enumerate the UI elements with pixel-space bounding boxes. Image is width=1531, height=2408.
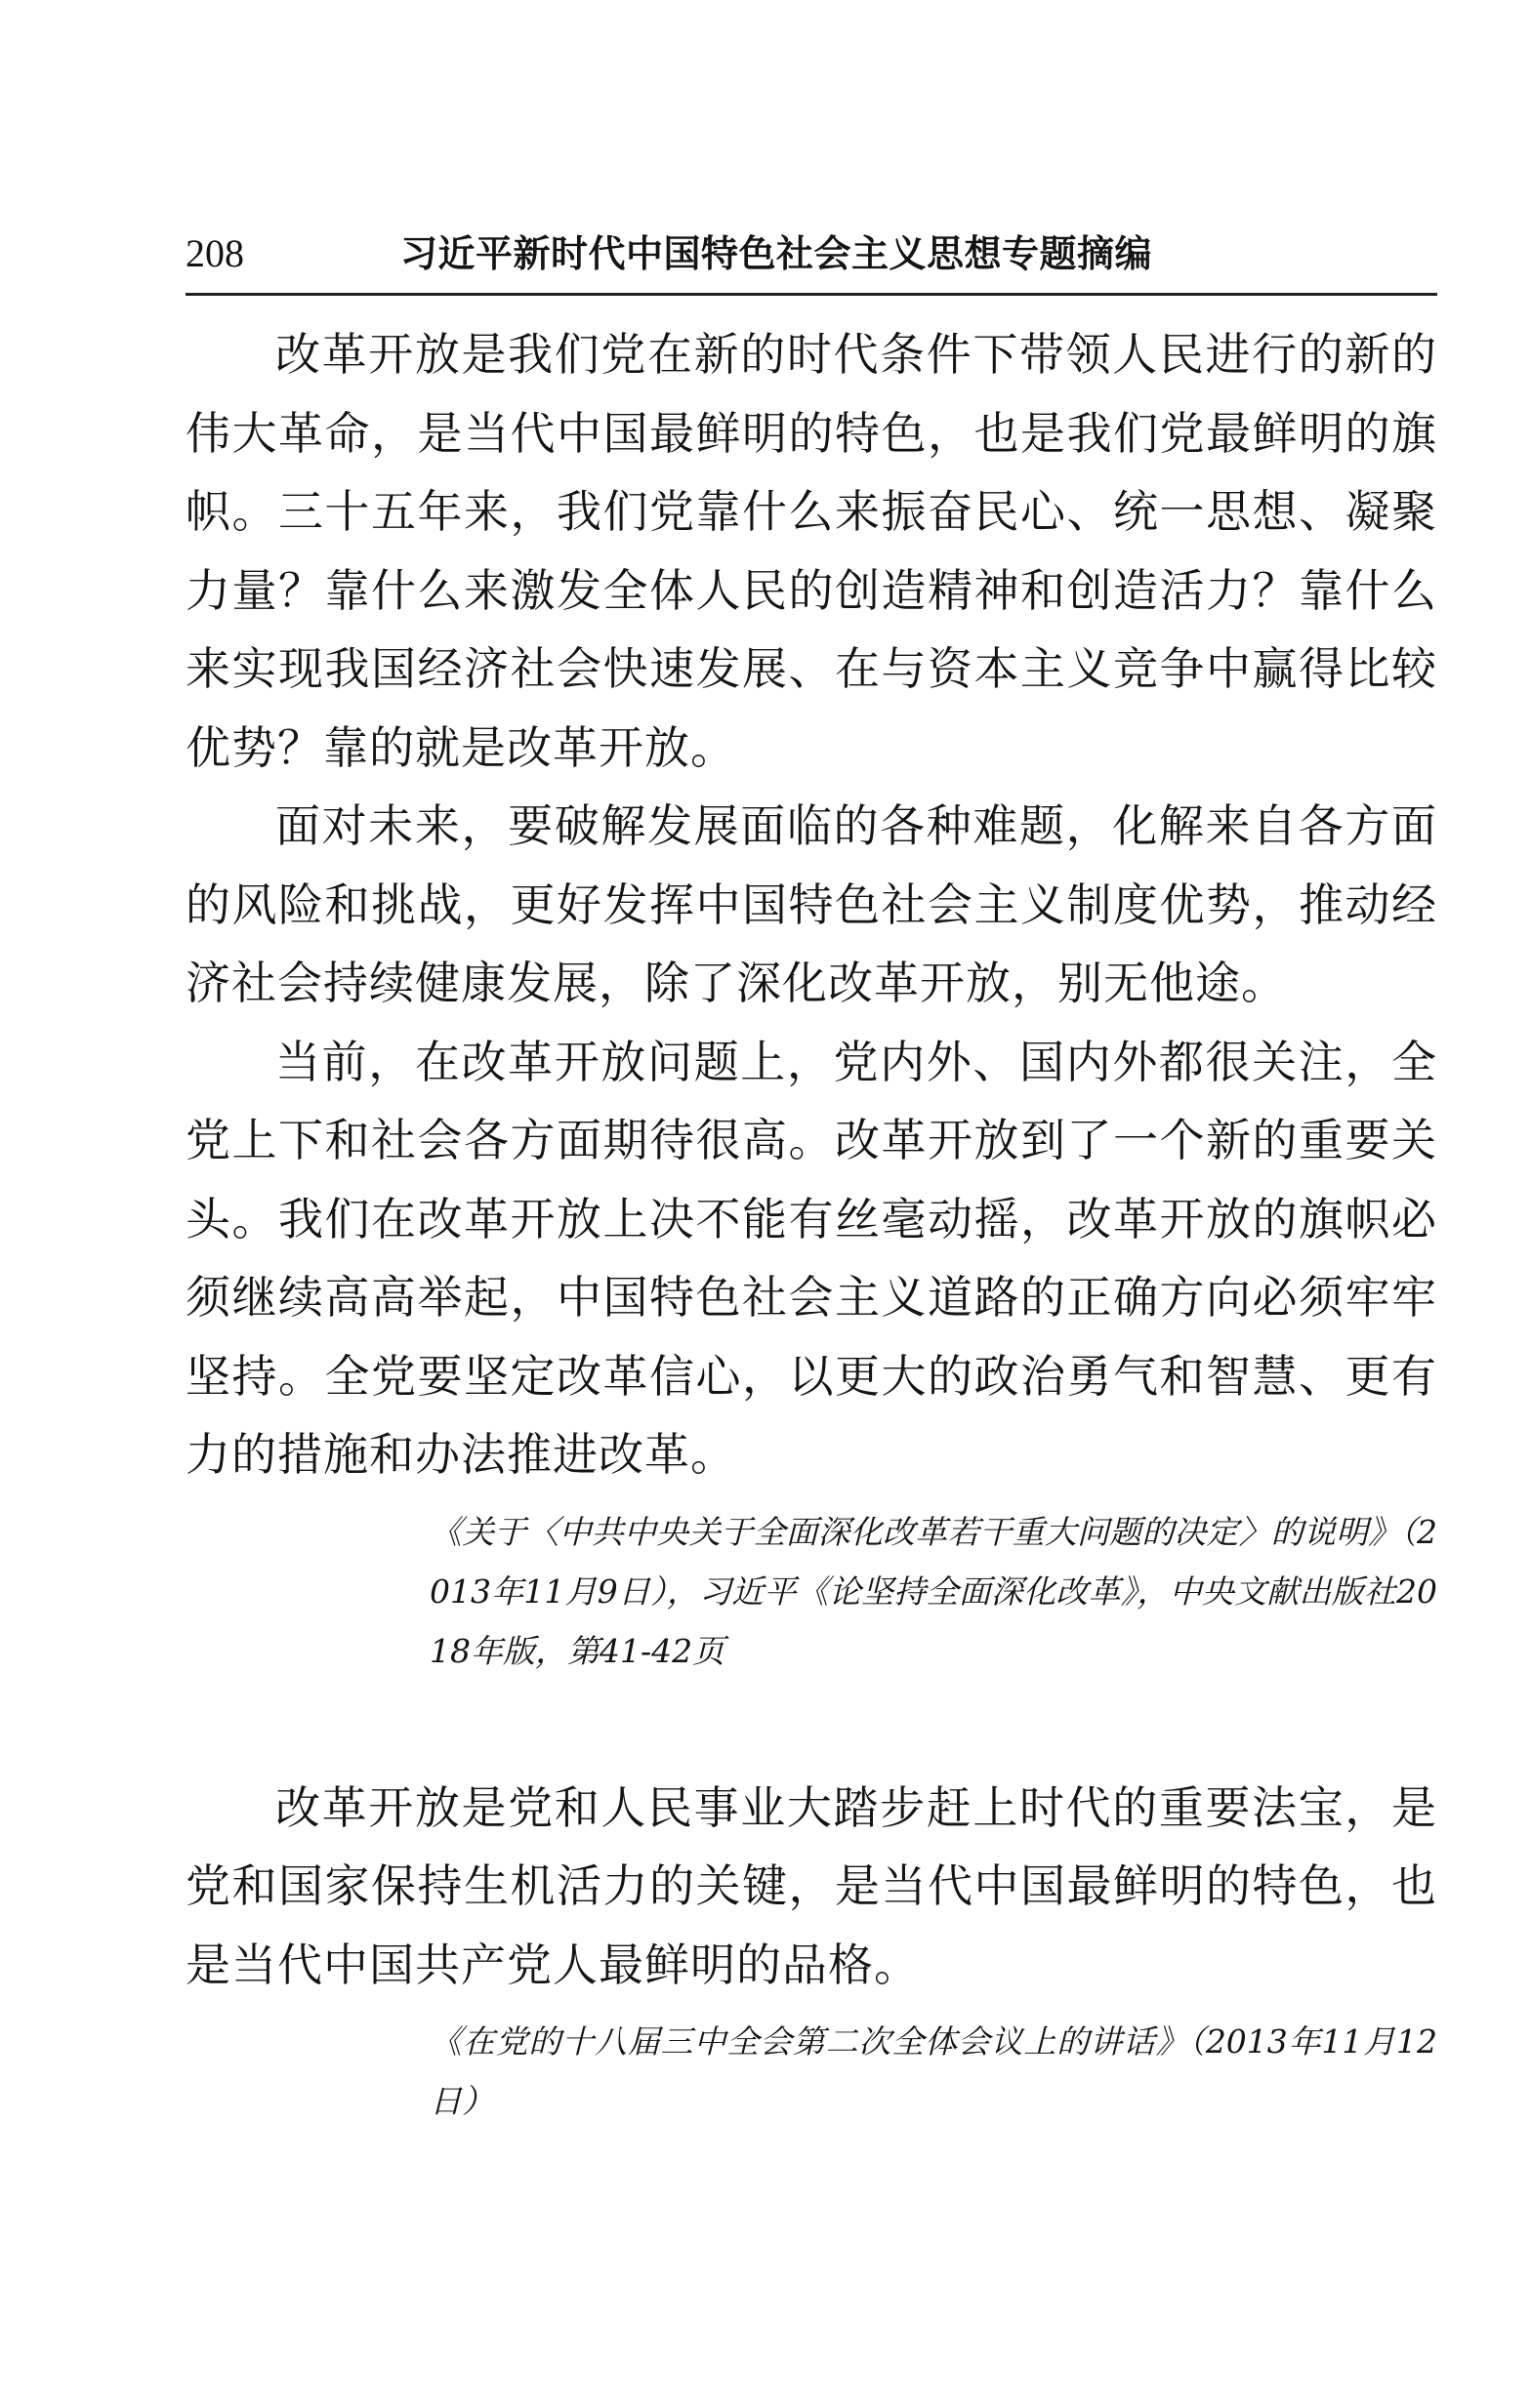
excerpt-paragraph: 改革开放是我们党在新的时代条件下带领人民进行的新的伟大革命，是当代中国最鲜明的特色，也是我们党最鲜明的旗帜。三十五年来，我们党靠什么来振奋民心、统一思想、凝聚力量？靠什么来激发全体人民的创造精神和创造活力？靠什么来实现我国经济社会快速发展、在与资本主义竞争中赢得比较优势？靠的就是改革开放。 [186, 328, 1437, 774]
excerpt-2 [186, 1769, 1437, 2132]
excerpt-source-citation: 《在党的十八届三中全会第二次全体会议上的讲话》（2013年11月12日） [430, 2022, 1437, 2120]
excerpt-1 [186, 315, 1437, 1681]
excerpt-paragraph: 改革开放是党和人民事业大踏步赶上时代的重要法宝，是党和国家保持生机活力的关键，是当代中国最鲜明的特色，也是当代中国共产党人最鲜明的品格。 [186, 1780, 1437, 1991]
excerpt-paragraph: 面对未来，要破解发展面临的各种难题，化解来自各方面的风险和挑战，更好发挥中国特色社会主义制度优势，推动经济社会持续健康发展，除了深化改革开放，别无他途。 [186, 799, 1437, 1009]
running-header [186, 220, 1437, 296]
page-number: 208 [186, 231, 244, 275]
excerpt-separator [186, 1681, 1437, 1769]
excerpt-source-citation: 《关于〈中共中央关于全面深化改革若干重大问题的决定〉的说明》（2013年11月9日），习近平《论坚持全面深化改革》，中央文献出版社2018年版，第41-42页 [430, 1512, 1437, 1670]
excerpt-paragraph: 当前，在改革开放问题上，党内外、国内外都很关注，全党上下和社会各方面期待很高。改革开放到了一个新的重要关头。我们在改革开放上决不能有丝毫动摇，改革开放的旗帜必须继续高高举起，中国特色社会主义道路的正确方向必须牢牢坚持。全党要坚定改革信心，以更大的政治勇气和智慧、更有力的措施和办法推进改革。 [186, 1035, 1437, 1481]
page-body [186, 296, 1437, 2131]
book-title: 习近平新时代中国特色社会主义思想专题摘编 [400, 231, 1153, 275]
book-page [186, 220, 1437, 2131]
